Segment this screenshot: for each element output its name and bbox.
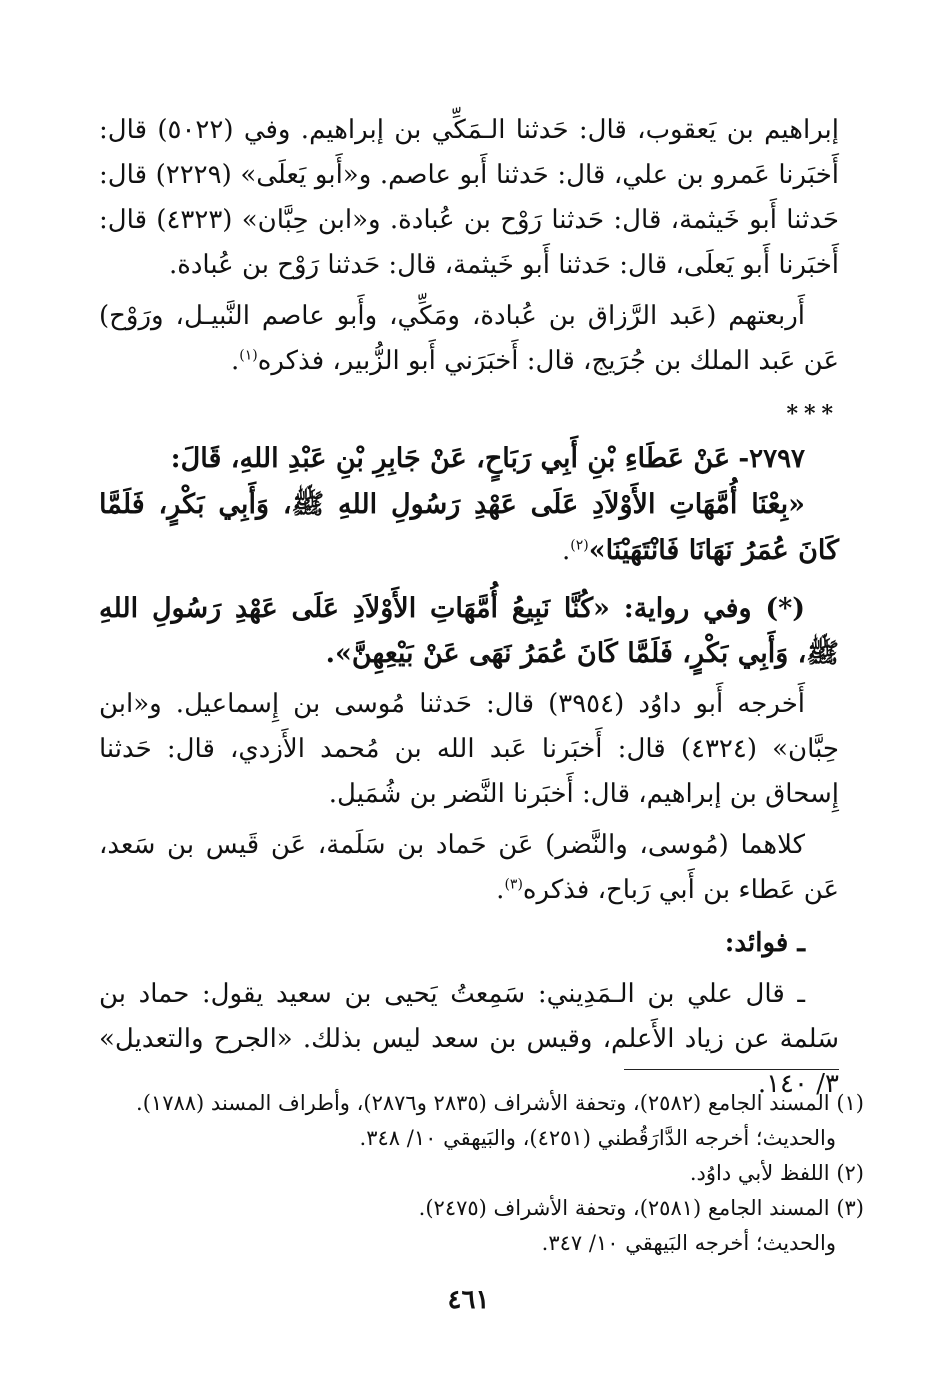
footnote-ref-2[interactable]: (٢) [570, 537, 589, 554]
paragraph-takhrij: أَخرجه أَبو داوُد (٣٩٥٤) قال: حَدثنا مُوسى بن إِسماعيل. و«ابن حِبَّان» (٤٣٢٤) قال: أَخبَرنا عَبد الله بن مُحمد الأَزدي، قال: حَدثنا إِسحاق بن إبراهيم، قال: أَخبَرنا النَّضر بن شُمَيل. [99, 689, 839, 809]
footnote-2: (٢) اللفظ لأبي داوُد. [689, 1161, 864, 1185]
hadith-isnad: عَنْ عَطَاءِ بْنِ أَبِي رَبَاحٍ، عَنْ جَابِرِ بْنِ عَبْدِ اللهِ، قَالَ: [170, 443, 731, 474]
footnote-3: (٣) المسند الجامع (٢٥٨١)، وتحفة الأشراف (٢٤٧٥). [418, 1196, 864, 1220]
paragraph-narrators-text: أَربعتهم (عَبد الرَّزاق بن عُبادة، ومَكِّي، وأَبو عاصم النَّبيـل، ورَوْح) عَن عَبد الملك بن جُرَيج، قال: أَخبَرَني أَبو الزُّبير، فذكره [99, 301, 839, 376]
footnote-1-continuation: والحديث؛ أخرجه الدَّارَقُطني (٤٢٥١)، والبَيهقي ١٠/ ٣٤٨. [359, 1126, 836, 1150]
footnote-1: (١) المسند الجامع (٢٥٨٢)، وتحفة الأشراف (٢٨٣٥ و٢٨٧٦)، وأطراف المسند (١٧٨٨). [136, 1091, 864, 1115]
paragraph-end-mark: . [230, 346, 240, 376]
section-title-benefits: ـ فوائد: [724, 928, 805, 958]
section-divider: *** [786, 401, 839, 427]
paragraph-both-end: . [496, 875, 505, 905]
main-text [99, 108, 839, 1107]
variant-narration: (*) وفي رواية: «كُنَّا نَبِيعُ أُمَّهَاتِ الأَوْلاَدِ عَلَى عَهْدِ رَسُولِ اللهِ ﷺ، وَأَبِي بَكْرٍ، فَلَمَّا كَانَ عُمَرُ نَهَى عَنْ بَيْعِهِنَّ». [99, 593, 839, 669]
paragraph-both-narrators [99, 823, 839, 913]
footnote-separator [624, 1069, 839, 1070]
paragraph-isnad-continuation: إبراهيم بن يَعقوب، قال: حَدثنا الـمَكِّي بن إبراهيم. وفي (٥٠٢٢) قال: أَخبَرنا عَمرو بن علي، قال: حَدثنا أَبو عاصم. و«أَبو يَعلَى» (٢٢٢٩) قال: حَدثنا أَبو خَيثمة، قال: حَدثنا رَوْح بن عُبادة. و«ابن حِبَّان» (٤٣٢٣) قال: أَخبَرنا أَبو يَعلَى، قال: حَدثنا أَبو خَيثمة، قال: حَدثنا رَوْح بن عُبادة. [99, 115, 839, 280]
footnote-3-continuation: والحديث؛ أخرجه البَيهقي ١٠/ ٣٤٧. [541, 1231, 836, 1255]
hadith-number: ٢٧٩٧- [738, 444, 805, 474]
footnote-ref-3[interactable]: (٣) [504, 876, 523, 893]
hadith-text: «بِعْنَا أُمَّهَاتِ الأَوْلاَدِ عَلَى عَهْدِ رَسُولِ اللهِ ﷺ، وَأَبِي بَكْرٍ، فَلَمَّا كَانَ عُمَرُ نَهَانَا فَانْتَهَيْنَا» [99, 489, 839, 566]
paragraph-benefit-quote: ـ قال علي بن الـمَدِيني: سَمِعتُ يَحيى بن سعيد يقول: حماد بن سَلمة عن زياد الأَعلم، وقيس بن سعد ليس بذلك. «الجرح والتعديل» ٣/ ١٤٠. [99, 979, 840, 1099]
footnotes [94, 1086, 864, 1261]
paragraph-both-text: كلاهما (مُوسى، والنَّضر) عَن حَماد بن سَلَمة، عَن قَيس بن سَعد، عَن عَطاء بن أَبي رَباح، فذكره [99, 830, 839, 905]
paragraph-narrators-summary [99, 294, 839, 384]
hadith-matn [99, 482, 839, 574]
page-number: ٤٦١ [447, 1285, 490, 1315]
hadith-header [99, 436, 839, 482]
footnote-ref-1[interactable]: (١) [239, 347, 258, 364]
hadith-end-mark: . [561, 536, 571, 566]
